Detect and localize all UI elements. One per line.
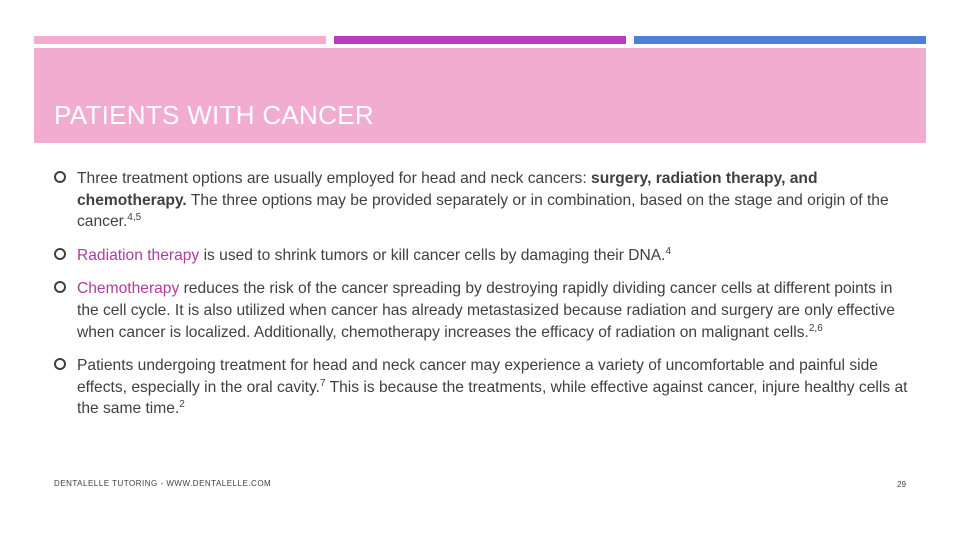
citation-superscript: 2 bbox=[179, 399, 185, 411]
bullet-list bbox=[54, 168, 914, 420]
highlighted-term: Radiation therapy bbox=[77, 246, 200, 264]
hollow-circle-bullet-icon bbox=[54, 248, 66, 260]
bullet-text: is used to shrink tumors or kill cancer cells by damaging their DNA. bbox=[199, 246, 666, 264]
citation-superscript: 4 bbox=[665, 245, 672, 257]
footer-text: DENTALELLE TUTORING - WWW.DENTALELLE.COM bbox=[54, 479, 272, 488]
bullet-text: Patients undergoing treatment for head and neck cancer may experience a variety of uncomfortable and painful side effects, especially in the oral cavity. bbox=[77, 357, 878, 396]
page-number: 29 bbox=[897, 480, 906, 489]
bullet-item bbox=[54, 355, 914, 420]
bullet-item bbox=[54, 278, 914, 343]
highlighted-term: Chemotherapy bbox=[77, 280, 180, 298]
citation-superscript: 7 bbox=[319, 377, 326, 389]
title-banner bbox=[34, 48, 926, 143]
bullet-text: Three treatment options are usually employed for head and neck cancers: bbox=[77, 170, 592, 187]
hollow-circle-bullet-icon bbox=[54, 171, 66, 183]
hollow-circle-bullet-icon bbox=[54, 358, 66, 370]
slide-title: PATIENTS WITH CANCER bbox=[54, 100, 374, 130]
bullet-bold-text: surgery, radiation therapy, and chemotherapy. bbox=[77, 170, 818, 209]
bullet-item bbox=[54, 245, 914, 267]
bullet-text: The three options may be provided separately or in combination, based on the stage and origin of the cancer. bbox=[77, 191, 889, 231]
top-stripe-pink bbox=[34, 36, 326, 44]
top-stripe-purple bbox=[334, 36, 626, 44]
citation-superscript: 4,5 bbox=[127, 212, 142, 224]
hollow-circle-bullet-icon bbox=[54, 281, 66, 293]
top-stripe-blue bbox=[634, 36, 926, 44]
citation-superscript: 2,6 bbox=[808, 322, 823, 334]
bullet-text: This is because the treatments, while effective against cancer, injure healthy cells at the same time. bbox=[77, 378, 908, 418]
bullet-item bbox=[54, 168, 914, 233]
bullet-text: reduces the risk of the cancer spreading by destroying rapidly dividing cancer cells at different points in the cell cycle. It is also utilized when cancer has already metastasized because radiation and surgery are only effective when cancer is localized. Additionally, chemotherapy increases the efficacy of radiation on malignant cells. bbox=[77, 280, 895, 341]
